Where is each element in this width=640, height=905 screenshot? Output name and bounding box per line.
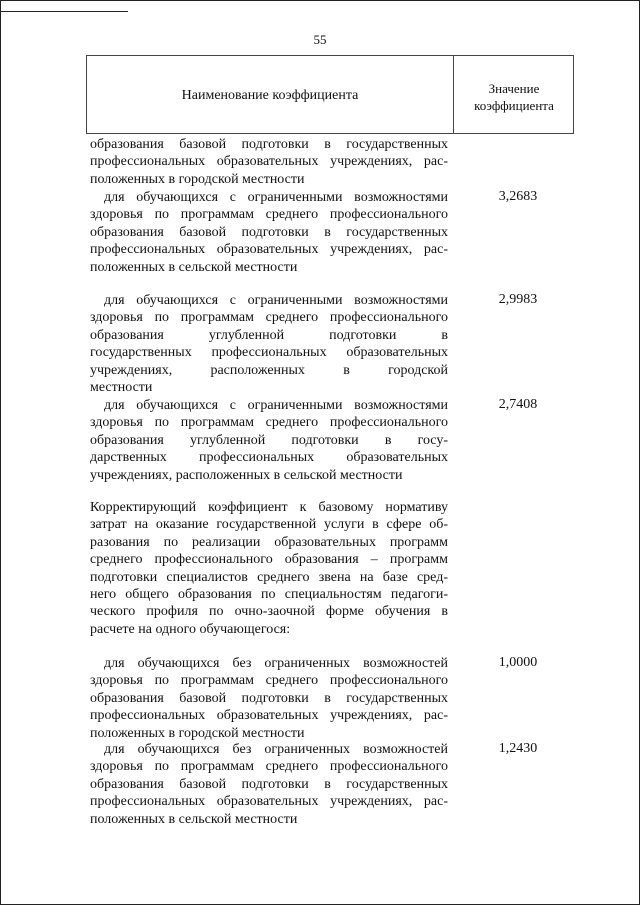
text-line: учреждениях, расположенных в сельской местности xyxy=(90,467,403,483)
text-line: образования углубленной подготовки в xyxy=(90,327,448,343)
coefficient-text xyxy=(90,397,448,484)
text-line: для обучающихся без ограниченных возможностей xyxy=(104,742,448,757)
text-line: затрат на оказание государственной услуги в сфере об- xyxy=(90,517,448,533)
text-line: профессиональных образовательных учреждениях, рас- xyxy=(90,242,448,258)
value-header-line: коэффициента xyxy=(474,98,554,113)
coefficient-text xyxy=(90,189,448,276)
value-header-line: Значение xyxy=(488,81,540,96)
text-line: для обучающихся без ограниченных возможностей xyxy=(104,656,448,671)
text-line: образования базовой подготовки в государственных xyxy=(90,776,448,792)
text-line: профессиональных образовательных учреждениях, рас- xyxy=(90,708,448,724)
coefficient-text xyxy=(90,741,448,828)
text-line: положенных в городской местности xyxy=(90,171,305,187)
text-line: положенных в городской местности xyxy=(90,725,305,741)
text-line: него общего образования по специальностям педагоги- xyxy=(90,587,448,603)
text-line: подготовки специалистов среднего звена на базе сред- xyxy=(90,569,448,585)
text-line: ческого профиля по очно-заочной форме обучения в xyxy=(90,604,448,620)
text-line: государственных профессиональных образовательных xyxy=(90,345,448,361)
top-edge-line xyxy=(0,11,128,12)
text-line: среднего профессионального образования – программ xyxy=(90,552,448,568)
text-line: образования базовой подготовки в государственных xyxy=(90,224,448,240)
text-line: расчете на одного обучающегося: xyxy=(90,621,291,637)
text-line: здоровья по программам среднего профессионального xyxy=(90,310,448,326)
text-line: образования базовой подготовки в государственных xyxy=(90,137,448,152)
name-column-header: Наименование коэффициента xyxy=(181,88,359,103)
coefficient-value: 2,7408 xyxy=(498,397,538,412)
text-line: здоровья по программам среднего профессионального xyxy=(90,673,448,689)
text-line: разования по реализации образовательных программ xyxy=(90,534,448,550)
text-line: профессиональных образовательных учреждениях, рас- xyxy=(90,154,448,170)
coefficient-value: 3,2683 xyxy=(498,189,538,204)
text-line: для обучающихся с ограниченными возможностями xyxy=(104,293,448,308)
text-line: Корректирующий коэффициент к базовому нормативу xyxy=(90,500,448,515)
value-column-header xyxy=(454,80,574,114)
text-line: здоровья по программам среднего профессионального xyxy=(90,759,448,775)
text-line: для обучающихся с ограниченными возможностями xyxy=(104,190,448,205)
page-number: 55 xyxy=(313,32,327,47)
coefficient-value: 1,0000 xyxy=(498,655,538,670)
coefficient-value: 1,2430 xyxy=(498,741,538,756)
text-line: для обучающихся с ограниченными возможностями xyxy=(104,398,448,413)
coefficient-text xyxy=(90,292,448,396)
text-line: дарственных профессиональных образовательных xyxy=(90,450,448,466)
coefficient-text-continued xyxy=(90,136,448,188)
text-line: образования базовой подготовки в государственных xyxy=(90,690,448,706)
text-line: местности xyxy=(90,380,153,396)
coefficient-text xyxy=(90,655,448,742)
coefficient-value: 2,9983 xyxy=(498,292,538,307)
table-header xyxy=(86,55,574,134)
text-line: положенных в сельской местности xyxy=(90,259,298,275)
text-line: профессиональных образовательных учреждениях, рас- xyxy=(90,794,448,810)
text-line: здоровья по программам среднего профессионального xyxy=(90,415,448,431)
corrective-coefficient-heading xyxy=(90,499,448,638)
text-line: образования углубленной подготовки в госу- xyxy=(90,432,448,448)
text-line: положенных в сельской местности xyxy=(90,811,298,827)
text-line: учреждениях, расположенных в городской xyxy=(90,362,448,378)
text-line: здоровья по программам среднего профессионального xyxy=(90,207,448,223)
